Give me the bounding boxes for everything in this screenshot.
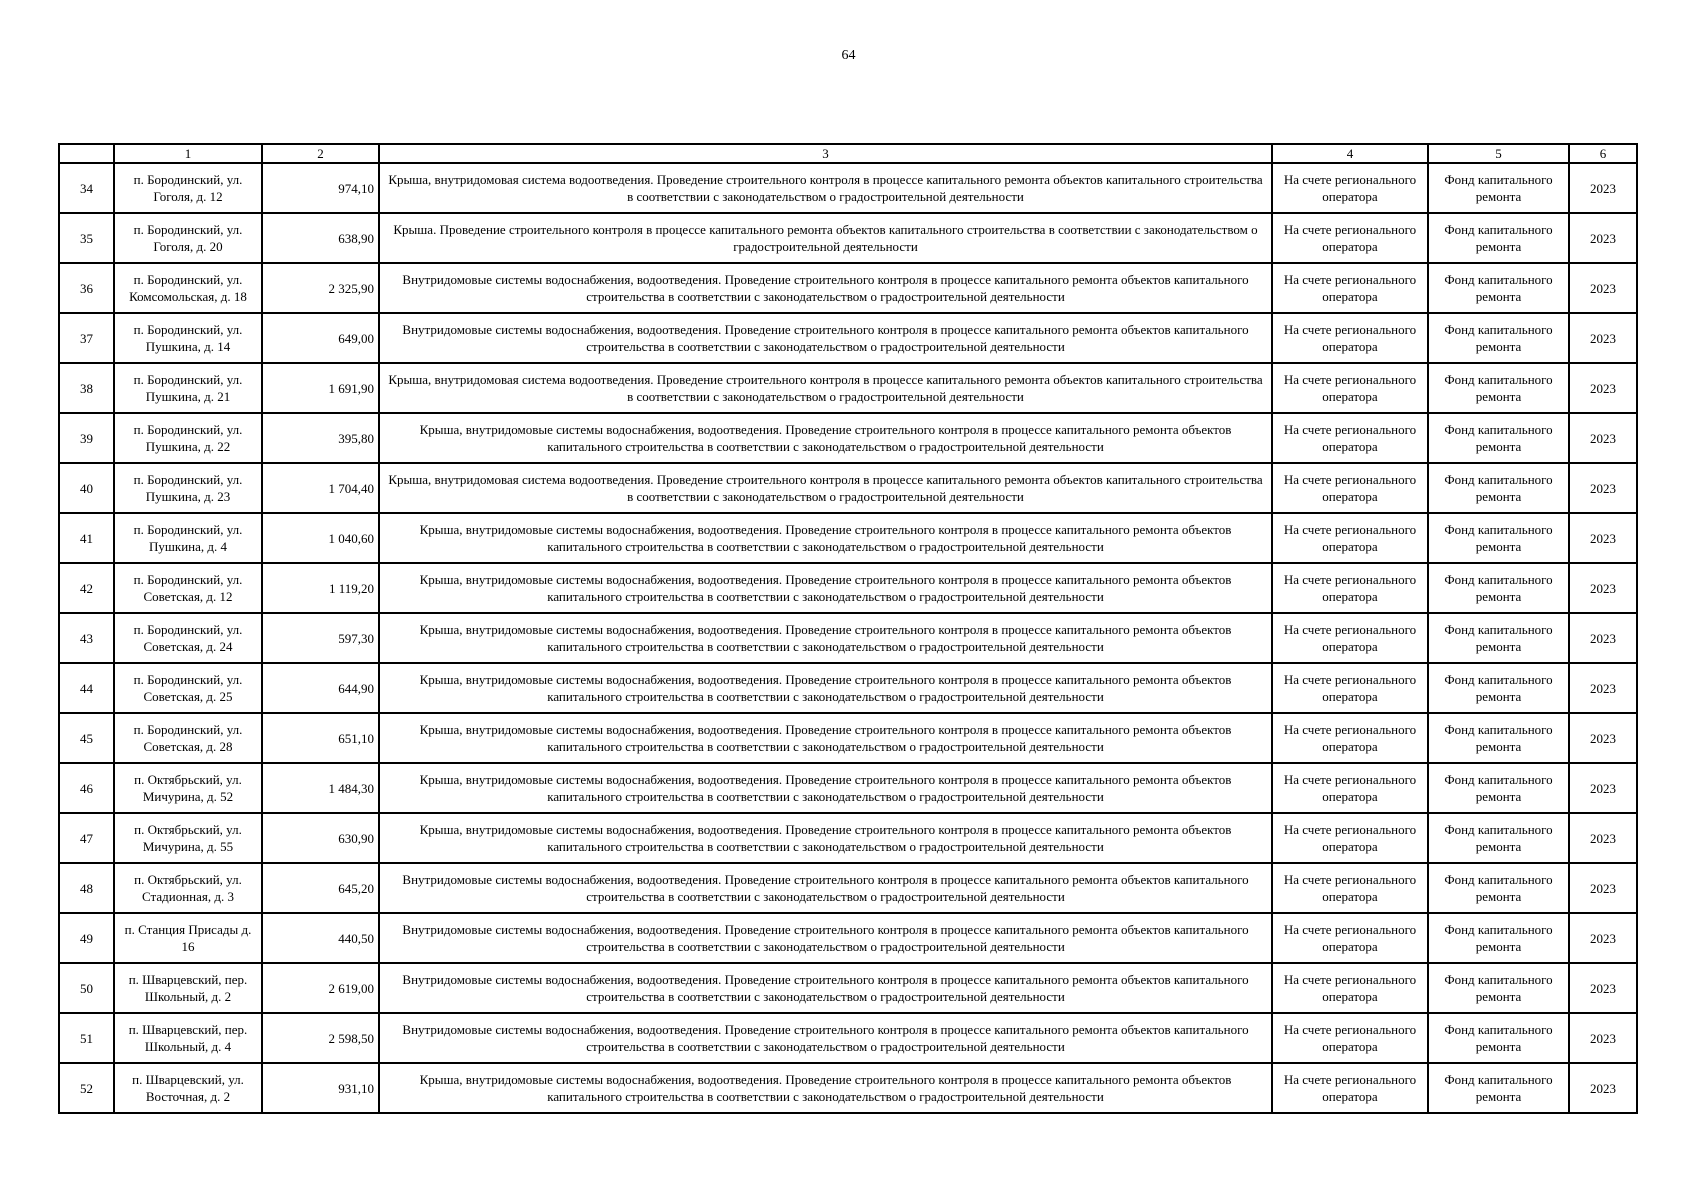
area-cell: 1 040,60 (262, 513, 379, 563)
table-row (59, 763, 1637, 813)
funding-source-cell: Фонд капитального ремонта (1428, 463, 1569, 513)
account-cell: На счете регионального оператора (1272, 713, 1428, 763)
table-row (59, 663, 1637, 713)
table-row (59, 613, 1637, 663)
account-cell: На счете регионального оператора (1272, 1063, 1428, 1113)
work-type-cell: Крыша, внутридомовая система водоотведения. Проведение строительного контроля в процессе капитального ремонта объектов капитального строительства в соответствии с законодательством о градостроительной деятельности (379, 363, 1272, 413)
column-header: 2 (262, 144, 379, 163)
funding-source-cell: Фонд капитального ремонта (1428, 313, 1569, 363)
area-cell: 1 484,30 (262, 763, 379, 813)
year-cell: 2023 (1569, 763, 1637, 813)
year-cell: 2023 (1569, 663, 1637, 713)
address-cell: п. Бородинский, ул. Пушкина, д. 23 (114, 463, 262, 513)
table-row (59, 913, 1637, 963)
table-row (59, 213, 1637, 263)
area-cell: 644,90 (262, 663, 379, 713)
area-cell: 931,10 (262, 1063, 379, 1113)
funding-source-cell: Фонд капитального ремонта (1428, 763, 1569, 813)
funding-source-cell: Фонд капитального ремонта (1428, 1013, 1569, 1063)
funding-source-cell: Фонд капитального ремонта (1428, 663, 1569, 713)
table-row (59, 363, 1637, 413)
year-cell: 2023 (1569, 613, 1637, 663)
row-number-cell: 47 (59, 813, 114, 863)
funding-source-cell: Фонд капитального ремонта (1428, 913, 1569, 963)
address-cell: п. Шварцевский, ул. Восточная, д. 2 (114, 1063, 262, 1113)
row-number-cell: 38 (59, 363, 114, 413)
work-type-cell: Внутридомовые системы водоснабжения, водоотведения. Проведение строительного контроля в процессе капитального ремонта объектов капитального строительства в соответствии с законодательством о градостроительной деятельности (379, 313, 1272, 363)
year-cell: 2023 (1569, 863, 1637, 913)
area-cell: 651,10 (262, 713, 379, 763)
row-number-cell: 43 (59, 613, 114, 663)
address-cell: п. Шварцевский, пер. Школьный, д. 4 (114, 1013, 262, 1063)
account-cell: На счете регионального оператора (1272, 213, 1428, 263)
work-type-cell: Крыша, внутридомовые системы водоснабжения, водоотведения. Проведение строительного контроля в процессе капитального ремонта объектов капитального строительства в соответствии с законодательством о градостроительной деятельности (379, 713, 1272, 763)
address-cell: п. Бородинский, ул. Пушкина, д. 22 (114, 413, 262, 463)
account-cell: На счете регионального оператора (1272, 1013, 1428, 1063)
area-cell: 2 619,00 (262, 963, 379, 1013)
work-type-cell: Крыша, внутридомовые системы водоснабжения, водоотведения. Проведение строительного контроля в процессе капитального ремонта объектов капитального строительства в соответствии с законодательством о градостроительной деятельности (379, 763, 1272, 813)
row-number-cell: 49 (59, 913, 114, 963)
account-cell: На счете регионального оператора (1272, 163, 1428, 213)
account-cell: На счете регионального оператора (1272, 963, 1428, 1013)
work-type-cell: Крыша, внутридомовые системы водоснабжения, водоотведения. Проведение строительного контроля в процессе капитального ремонта объектов капитального строительства в соответствии с законодательством о градостроительной деятельности (379, 1063, 1272, 1113)
area-cell: 974,10 (262, 163, 379, 213)
work-type-cell: Крыша. Проведение строительного контроля в процессе капитального ремонта объектов капитального строительства в соответствии с законодательством о градостроительной деятельности (379, 213, 1272, 263)
address-cell: п. Октябрьский, ул. Стадионная, д. 3 (114, 863, 262, 913)
table-row (59, 1013, 1637, 1063)
work-type-cell: Внутридомовые системы водоснабжения, водоотведения. Проведение строительного контроля в процессе капитального ремонта объектов капитального строительства в соответствии с законодательством о градостроительной деятельности (379, 863, 1272, 913)
table-row (59, 263, 1637, 313)
account-cell: На счете регионального оператора (1272, 763, 1428, 813)
year-cell: 2023 (1569, 163, 1637, 213)
account-cell: На счете регионального оператора (1272, 513, 1428, 563)
row-number-cell: 51 (59, 1013, 114, 1063)
area-cell: 395,80 (262, 413, 379, 463)
column-header: 5 (1428, 144, 1569, 163)
account-cell: На счете регионального оператора (1272, 913, 1428, 963)
table-row (59, 413, 1637, 463)
area-cell: 649,00 (262, 313, 379, 363)
work-type-cell: Внутридомовые системы водоснабжения, водоотведения. Проведение строительного контроля в процессе капитального ремонта объектов капитального строительства в соответствии с законодательством о градостроительной деятельности (379, 913, 1272, 963)
column-header: 3 (379, 144, 1272, 163)
work-type-cell: Крыша, внутридомовые системы водоснабжения, водоотведения. Проведение строительного контроля в процессе капитального ремонта объектов капитального строительства в соответствии с законодательством о градостроительной деятельности (379, 413, 1272, 463)
address-cell: п. Бородинский, ул. Гоголя, д. 20 (114, 213, 262, 263)
column-header: 4 (1272, 144, 1428, 163)
year-cell: 2023 (1569, 263, 1637, 313)
table-row (59, 1063, 1637, 1113)
address-cell: п. Октябрьский, ул. Мичурина, д. 52 (114, 763, 262, 813)
table-row (59, 713, 1637, 763)
row-number-cell: 37 (59, 313, 114, 363)
address-cell: п. Бородинский, ул. Комсомольская, д. 18 (114, 263, 262, 313)
table-row (59, 463, 1637, 513)
account-cell: На счете регионального оператора (1272, 613, 1428, 663)
account-cell: На счете регионального оператора (1272, 563, 1428, 613)
account-cell: На счете регионального оператора (1272, 863, 1428, 913)
table-row (59, 163, 1637, 213)
account-cell: На счете регионального оператора (1272, 413, 1428, 463)
row-number-cell: 41 (59, 513, 114, 563)
area-cell: 645,20 (262, 863, 379, 913)
table-row (59, 513, 1637, 563)
address-cell: п. Шварцевский, пер. Школьный, д. 2 (114, 963, 262, 1013)
year-cell: 2023 (1569, 413, 1637, 463)
funding-source-cell: Фонд капитального ремонта (1428, 213, 1569, 263)
table-row (59, 813, 1637, 863)
account-cell: На счете регионального оператора (1272, 463, 1428, 513)
funding-source-cell: Фонд капитального ремонта (1428, 363, 1569, 413)
year-cell: 2023 (1569, 713, 1637, 763)
year-cell: 2023 (1569, 313, 1637, 363)
funding-source-cell: Фонд капитального ремонта (1428, 1063, 1569, 1113)
year-cell: 2023 (1569, 513, 1637, 563)
row-number-cell: 34 (59, 163, 114, 213)
table-row (59, 963, 1637, 1013)
work-type-cell: Крыша, внутридомовая система водоотведения. Проведение строительного контроля в процессе капитального ремонта объектов капитального строительства в соответствии с законодательством о градостроительной деятельности (379, 163, 1272, 213)
work-type-cell: Крыша, внутридомовые системы водоснабжения, водоотведения. Проведение строительного контроля в процессе капитального ремонта объектов капитального строительства в соответствии с законодательством о градостроительной деятельности (379, 663, 1272, 713)
row-number-cell: 52 (59, 1063, 114, 1113)
funding-source-cell: Фонд капитального ремонта (1428, 963, 1569, 1013)
area-cell: 630,90 (262, 813, 379, 863)
year-cell: 2023 (1569, 563, 1637, 613)
year-cell: 2023 (1569, 363, 1637, 413)
address-cell: п. Бородинский, ул. Советская, д. 25 (114, 663, 262, 713)
table-row (59, 563, 1637, 613)
year-cell: 2023 (1569, 913, 1637, 963)
year-cell: 2023 (1569, 1063, 1637, 1113)
work-type-cell: Крыша, внутридомовые системы водоснабжения, водоотведения. Проведение строительного контроля в процессе капитального ремонта объектов капитального строительства в соответствии с законодательством о градостроительной деятельности (379, 513, 1272, 563)
work-type-cell: Внутридомовые системы водоснабжения, водоотведения. Проведение строительного контроля в процессе капитального ремонта объектов капитального строительства в соответствии с законодательством о градостроительной деятельности (379, 1013, 1272, 1063)
address-cell: п. Бородинский, ул. Пушкина, д. 21 (114, 363, 262, 413)
row-number-cell: 39 (59, 413, 114, 463)
area-cell: 1 704,40 (262, 463, 379, 513)
funding-source-cell: Фонд капитального ремонта (1428, 263, 1569, 313)
address-cell: п. Бородинский, ул. Пушкина, д. 4 (114, 513, 262, 563)
address-cell: п. Октябрьский, ул. Мичурина, д. 55 (114, 813, 262, 863)
address-cell: п. Бородинский, ул. Советская, д. 12 (114, 563, 262, 613)
address-cell: п. Бородинский, ул. Пушкина, д. 14 (114, 313, 262, 363)
funding-source-cell: Фонд капитального ремонта (1428, 813, 1569, 863)
row-number-cell: 46 (59, 763, 114, 813)
row-number-cell: 36 (59, 263, 114, 313)
work-type-cell: Внутридомовые системы водоснабжения, водоотведения. Проведение строительного контроля в процессе капитального ремонта объектов капитального строительства в соответствии с законодательством о градостроительной деятельности (379, 263, 1272, 313)
account-cell: На счете регионального оператора (1272, 313, 1428, 363)
column-header: 6 (1569, 144, 1637, 163)
year-cell: 2023 (1569, 1013, 1637, 1063)
area-cell: 440,50 (262, 913, 379, 963)
address-cell: п. Бородинский, ул. Советская, д. 28 (114, 713, 262, 763)
year-cell: 2023 (1569, 963, 1637, 1013)
column-header (59, 144, 114, 163)
address-cell: п. Станция Присады д. 16 (114, 913, 262, 963)
funding-source-cell: Фонд капитального ремонта (1428, 713, 1569, 763)
funding-source-cell: Фонд капитального ремонта (1428, 413, 1569, 463)
funding-source-cell: Фонд капитального ремонта (1428, 863, 1569, 913)
row-number-cell: 42 (59, 563, 114, 613)
row-number-cell: 48 (59, 863, 114, 913)
area-cell: 1 691,90 (262, 363, 379, 413)
work-type-cell: Внутридомовые системы водоснабжения, водоотведения. Проведение строительного контроля в процессе капитального ремонта объектов капитального строительства в соответствии с законодательством о градостроительной деятельности (379, 963, 1272, 1013)
row-number-cell: 50 (59, 963, 114, 1013)
funding-source-cell: Фонд капитального ремонта (1428, 563, 1569, 613)
account-cell: На счете регионального оператора (1272, 663, 1428, 713)
funding-source-cell: Фонд капитального ремонта (1428, 513, 1569, 563)
page-number: 64 (841, 48, 856, 63)
capital-repair-table (58, 143, 1638, 1114)
row-number-cell: 44 (59, 663, 114, 713)
work-type-cell: Крыша, внутридомовые системы водоснабжения, водоотведения. Проведение строительного контроля в процессе капитального ремонта объектов капитального строительства в соответствии с законодательством о градостроительной деятельности (379, 613, 1272, 663)
row-number-cell: 40 (59, 463, 114, 513)
address-cell: п. Бородинский, ул. Гоголя, д. 12 (114, 163, 262, 213)
area-cell: 597,30 (262, 613, 379, 663)
year-cell: 2023 (1569, 813, 1637, 863)
year-cell: 2023 (1569, 463, 1637, 513)
year-cell: 2023 (1569, 213, 1637, 263)
row-number-cell: 35 (59, 213, 114, 263)
area-cell: 1 119,20 (262, 563, 379, 613)
area-cell: 2 325,90 (262, 263, 379, 313)
account-cell: На счете регионального оператора (1272, 363, 1428, 413)
column-number-row (59, 144, 1637, 163)
funding-source-cell: Фонд капитального ремонта (1428, 613, 1569, 663)
address-cell: п. Бородинский, ул. Советская, д. 24 (114, 613, 262, 663)
account-cell: На счете регионального оператора (1272, 813, 1428, 863)
table-row (59, 863, 1637, 913)
area-cell: 2 598,50 (262, 1013, 379, 1063)
column-header: 1 (114, 144, 262, 163)
table-row (59, 313, 1637, 363)
account-cell: На счете регионального оператора (1272, 263, 1428, 313)
funding-source-cell: Фонд капитального ремонта (1428, 163, 1569, 213)
work-type-cell: Крыша, внутридомовая система водоотведения. Проведение строительного контроля в процессе капитального ремонта объектов капитального строительства в соответствии с законодательством о градостроительной деятельности (379, 463, 1272, 513)
row-number-cell: 45 (59, 713, 114, 763)
area-cell: 638,90 (262, 213, 379, 263)
work-type-cell: Крыша, внутридомовые системы водоснабжения, водоотведения. Проведение строительного контроля в процессе капитального ремонта объектов капитального строительства в соответствии с законодательством о градостроительной деятельности (379, 813, 1272, 863)
work-type-cell: Крыша, внутридомовые системы водоснабжения, водоотведения. Проведение строительного контроля в процессе капитального ремонта объектов капитального строительства в соответствии с законодательством о градостроительной деятельности (379, 563, 1272, 613)
